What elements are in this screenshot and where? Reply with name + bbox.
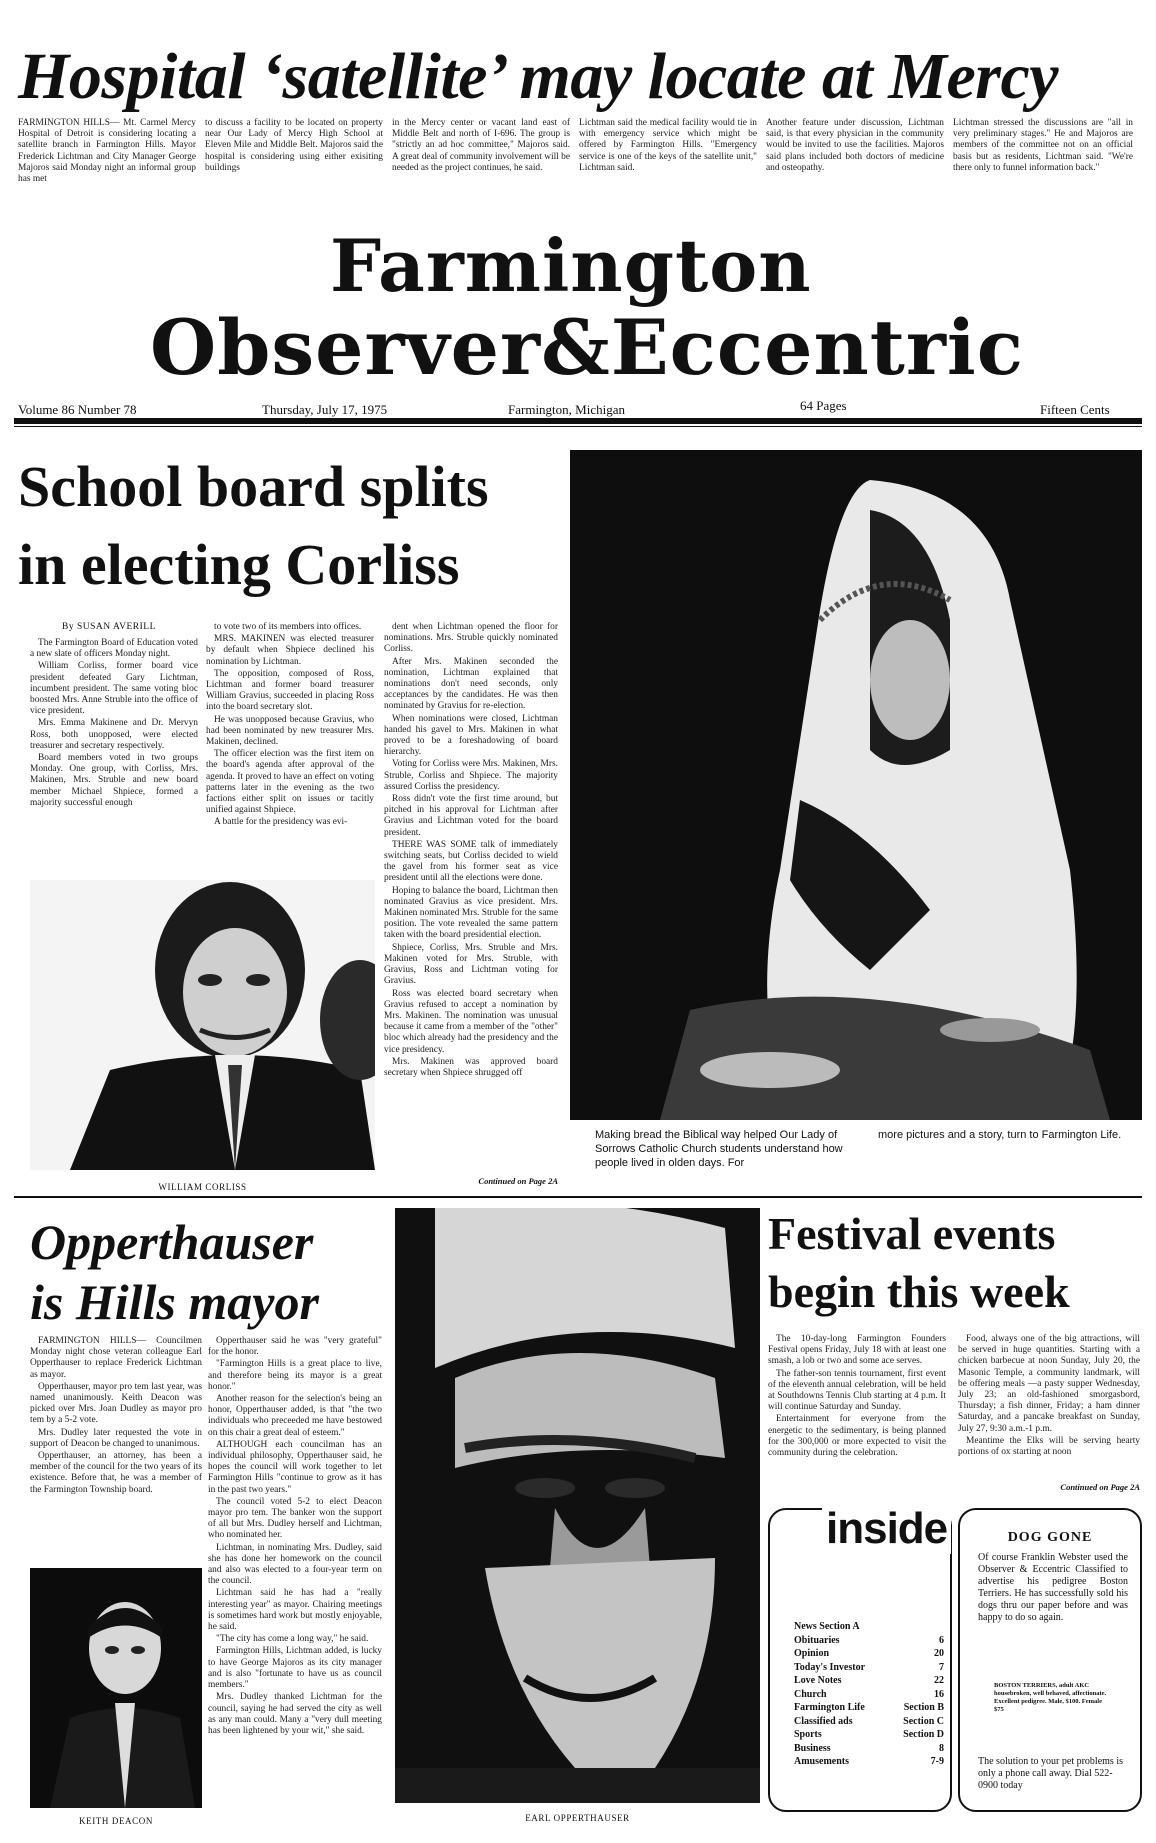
paragraph: Food, always one of the big attractions, will be served in huge quantities. Starting with a chicken barbecue at noon Sunday, July 20, the Masonic Temple, a community landmark, will be offering meals —a pasty supper Wednesday, July 23; an old-fashioned smorgasbord, Thursday; a fish dinner, Friday; a ham dinner Saturday, and a pancake breakfast on Sunday, July 27, 9:30 a.m.-1 p.m. <box>958 1334 1140 1434</box>
dog-gone-footer: The solution to your pet problems is only a phone call away. Dial 522-0900 today <box>978 1756 1123 1791</box>
mayor-col-1 <box>30 1336 202 1497</box>
list-item: News Section A <box>794 1621 860 1632</box>
bread-caption-right: more pictures and a story, turn to Farmington Life. <box>878 1129 1122 1141</box>
school-col-1 <box>30 638 198 810</box>
paragraph: The father-son tennis tournament, first event of the eleventh annual celebration, will be held at Southdowns Tennis Club starting at 4 p.m. It will continue Saturday and Sunday. <box>768 1368 946 1413</box>
portrait-image <box>395 1208 760 1803</box>
issue-date: Thursday, July 17, 1975 <box>262 402 388 417</box>
masthead-rule-thin <box>14 426 1142 427</box>
list-item: Love Notes 22 <box>794 1675 944 1686</box>
top-headline: Hospital ‘satellite’ may locate at Mercy <box>18 40 1059 113</box>
paragraph: Meantime the Elks will be serving hearty portions of ox starting at noon <box>958 1435 1140 1458</box>
paragraph: Mrs. Emma Makinene and Dr. Mervyn Ross, both unopposed, were elected treasurer and secretary respectively. <box>30 718 198 751</box>
paragraph: ALTHOUGH each councilman has an individual philosophy, Opperthauser said, he hopes the council will work together to let Farmington Hills "continue to grow as it has in the past two years." <box>208 1439 382 1495</box>
paragraph: Board members voted in two groups Monday. One group, with Corliss, Mrs. Makinen, Mrs. Struble and new board member Michael Shpiece, formed a majority successful enough <box>30 753 198 808</box>
paragraph: Opperthauser, an attorney, has been a member of the council for the two years of its existence. Before that, he was a member of the Farmington Township board. <box>30 1451 202 1495</box>
paragraph: "Farmington Hills is a great place to live, and therefore being its mayor is a great honor." <box>208 1359 382 1392</box>
paragraph: The Farmington Board of Education voted a new slate of officers Monday night. <box>30 638 198 660</box>
masthead-title-line2: Observer&Eccentric <box>150 303 1025 392</box>
paragraph: MRS. MAKINEN was elected treasurer by default when Shpiece declined his nomination by Lichtman. <box>206 634 374 667</box>
top-story-col-2: to discuss a facility to be located on property near Our Lady of Mercy High School at Eleven Mile and Middle Belt. Majoros said the hospital is considering using either exisiting buildings <box>205 118 383 173</box>
opperthauser-caption: EARL OPPERTHAUSER <box>525 1813 630 1823</box>
paragraph: The officer election was the first item on the board's agenda after approval of the agenda. It proved to have an effect on voting patterns later in the evening as the two factions either split on issues or tacitly unified against Shpiece. <box>206 749 374 816</box>
volume-number: Volume 86 Number 78 <box>18 402 137 417</box>
list-item: Amusements 7-9 <box>794 1756 944 1767</box>
list-item: Today's Investor 7 <box>794 1661 944 1673</box>
paragraph: Ross didn't vote the first time around, but pitched in his approval for Lichtman after Gravius and Lichtman voted for the board president. <box>384 794 558 838</box>
festival-headline-line-2: begin this week <box>768 1266 1070 1317</box>
classified-ad-sample: BOSTON TERRIERS, adult AKC housebroken, well behaved, affectionate. Excellent pedigree. Male, $100. Female $75 <box>994 1682 1107 1713</box>
paragraph: "The city has come a long way," he said. <box>216 1634 369 1645</box>
paragraph: Lichtman said he has had a "really interesting year" as mayor. Chairing meetings is sometimes hard work but mostly enjoyable, he said. <box>208 1588 382 1633</box>
school-col-3 <box>384 622 558 1080</box>
mayor-headline-line-2: is Hills mayor <box>30 1274 319 1330</box>
paragraph: Mrs. Dudley later requested the vote in support of Deacon be changed to unanimous. <box>30 1427 202 1449</box>
festival-headline-line-1: Festival events <box>768 1208 1056 1259</box>
paragraph: THERE WAS SOME talk of immediately switching seats, but Corliss decided to wield the gavel from his former seat as vice president until all the elections were done. <box>384 839 558 884</box>
school-col-2 <box>206 622 374 830</box>
paragraph: Farmington Hills, Lichtman added, is lucky to have George Majoros as its city manager and is also "fortunate to have us as council members." <box>208 1646 382 1691</box>
paragraph: Shpiece, Corliss, Mrs. Struble and Mrs. Makinen voted for Mrs. Struble, with Gravius, Ross and Lichtman voting for Gravius. <box>384 942 558 987</box>
portrait-image <box>30 1568 202 1808</box>
school-board-headline <box>18 448 578 604</box>
paragraph: Voting for Corliss were Mrs. Makinen, Mrs. Struble, Corliss and Shpiece. The majority assured Corliss the presidency. <box>384 759 558 792</box>
opperthauser-photo <box>395 1208 760 1803</box>
corliss-photo <box>30 880 375 1170</box>
list-item: Opinion 20 <box>794 1648 944 1659</box>
festival-headline <box>768 1205 1148 1321</box>
paragraph: Mrs. Dudley thanked Lichtman for the council, saying he had served the city as well as any man could. Many a "very dull meeting has been lightened by your wit," she said. <box>208 1692 382 1736</box>
deacon-caption: KEITH DEACON <box>79 1816 153 1826</box>
paragraph: The council voted 5-2 to elect Deacon mayor pro tem. The banker won the support of all but Mrs. Dudley herself and Lichtman, who nominated her. <box>208 1496 382 1541</box>
dog-gone-text: Of course Franklin Webster used the Observer & Eccentric Classified to advertise his pedigree Boston Terriers. He has successfully sold his dogs thru our paper before and was happy to do so again. <box>978 1552 1128 1623</box>
page-count: 64 Pages <box>800 398 847 413</box>
paragraph: FARMINGTON HILLS— Councilmen Monday night chose veteran colleague Earl Opperthauser to replace Frederick Lichtman as mayor. <box>30 1336 202 1380</box>
top-story-col-5: Another feature under discussion, Lichtman said, is that every physician in the community would be invited to use the facilities. Majoros said plans included both doctors of medicine and osteopathy. <box>766 118 944 173</box>
paragraph: dent when Lichtman opened the floor for nominations. Mrs. Struble quickly nominated Corliss. <box>384 622 558 655</box>
portrait-image <box>30 880 375 1170</box>
festival-continued: Continued on Page 2A <box>1060 1482 1140 1492</box>
dog-gone-title: DOG GONE <box>1007 1530 1093 1545</box>
dateline-place: Farmington, Michigan <box>508 402 625 417</box>
school-headline-line-2: in electing Corliss <box>18 532 460 597</box>
school-byline: By SUSAN AVERILL <box>62 622 156 632</box>
list-item: Classified ads Section C <box>794 1715 944 1727</box>
festival-col-2 <box>958 1334 1140 1459</box>
top-story-col-6: Lichtman stressed the discussions are "all in very preliminary stages." He and Majoros are members of the committee not on an official basis but as residents, Lichtman said. "We're there only to funnel information back." <box>953 118 1133 173</box>
paragraph: Hoping to balance the board, Lichtman then nominated Gravius as vice president. Mrs. Makinen nominated Mrs. Struble for the same position. The vote revealed the same pattern taken with the board presidential election. <box>384 885 558 941</box>
deacon-photo <box>30 1568 202 1808</box>
school-headline-line-1: School board splits <box>18 454 489 519</box>
paragraph: The opposition, composed of Ross, Lichtman and former board treasurer William Gravius, succeeded in placing Ross into the board secretary slot. <box>206 668 374 713</box>
top-story-col-3: in the Mercy center or vacant land east of Middle Belt and north of I-696. The group is "strictly an ad hoc committee," Majoros said. A great deal of community involvement will be needed as the project continues, he said. <box>392 118 570 173</box>
paragraph: William Corliss, former board vice president defeated Gary Lichtman, incumbent president. The same voting bloc boosted Mrs. Anne Struble into the office of vice president. <box>30 661 198 717</box>
top-story-col-4: Lichtman said the medical facility would tie in with emergency service which might be offered by Farmington Hills. "Emergency service is one of the keys of the satellite unit," Lichtman said. <box>579 118 757 173</box>
festival-col-1 <box>768 1334 946 1460</box>
list-item: Farmington Life Section B <box>794 1702 944 1713</box>
bread-caption-left: Making bread the Biblical way helped Our Lady of Sorrows Catholic Church students understand how people lived in olden days. For <box>595 1129 843 1169</box>
paragraph: He was unopposed because Gravius, who had been nominated by new treasurer Mrs. Makinen, declined. <box>206 714 374 748</box>
paragraph: Mrs. Makinen was approved board secretary when Shpiece shrugged off <box>384 1056 558 1078</box>
school-continued: Continued on Page 2A <box>478 1176 558 1186</box>
mayor-col-2 <box>208 1336 382 1738</box>
inside-index-box <box>768 1504 952 1812</box>
paragraph: Ross was elected board secretary when Gravius refused to accept a nomination by Mrs. Makinen. The nomination was unusual because it came from a member of the "other" bloc which already had the presidency and the vice presidency. <box>384 988 558 1055</box>
paragraph: The 10-day-long Farmington Founders Festival opens Friday, July 18 with at least one smash, a lob or two and some ace serves. <box>768 1334 946 1367</box>
list-item: Business 8 <box>794 1742 944 1754</box>
paragraph: Opperthauser, mayor pro tem last year, was named unanimously. Keith Deacon was picked over Mrs. Joan Dudley as mayor pro tem by a 5-2 vote. <box>30 1381 202 1426</box>
top-story-col-1: FARMINGTON HILLS— Mt. Carmel Mercy Hospital of Detroit is considering locating a satellite branch in Farmington Hills. Mayor Frederick Lichtman and City Manager George Majoros said Monday night an informal group has met <box>18 118 196 185</box>
paragraph: Opperthauser said he was "very grateful" for the honor. <box>208 1336 382 1358</box>
bread-photo <box>570 450 1142 1120</box>
dog-gone-box <box>958 1508 1142 1812</box>
paragraph: A battle for the presidency was evi- <box>214 817 348 828</box>
section-divider <box>14 1196 1142 1198</box>
paragraph: After Mrs. Makinen seconded the nomination, Lichtman explained that nominations don't need seconds, only acceptances by the candidates. He was then nominated by Gravius for re-election. <box>384 656 558 712</box>
corliss-caption: WILLIAM CORLISS <box>158 1182 247 1192</box>
list-item: Sports Section D <box>794 1729 944 1740</box>
list-item: Obituaries 6 <box>794 1634 944 1646</box>
list-item: Church 16 <box>794 1688 944 1700</box>
paragraph: Another reason for the selection's being an honor, Opperthauser added, is that "the two individuals who preceeded me have bestowed on this chair a great deal of esteem." <box>208 1394 382 1438</box>
mayor-headline-line-1: Opperthauser <box>30 1214 314 1270</box>
price: Fifteen Cents <box>1040 402 1110 417</box>
paragraph: Entertainment for everyone from the energetic to the sedimentary, is being planned for the 300,000 or more expected to visit the community during the celebration. <box>768 1414 946 1459</box>
inside-title: inside <box>822 1504 951 1554</box>
paragraph: to vote two of its members into offices. <box>214 622 362 632</box>
paragraph: When nominations were closed, Lichtman handed his gavel to Mrs. Makinen in what proved to be a foreshadowing of board hierarchy. <box>384 713 558 758</box>
mayor-headline <box>30 1212 420 1332</box>
masthead-rule <box>14 418 1142 424</box>
bread-image <box>570 450 1142 1120</box>
masthead-title-line1: Farmington <box>330 223 812 308</box>
inside-list <box>794 1620 944 1769</box>
paragraph: Lichtman, in nominating Mrs. Dudley, said she has done her homework on the council and also was elected to a four-year term on the council. <box>208 1542 382 1587</box>
